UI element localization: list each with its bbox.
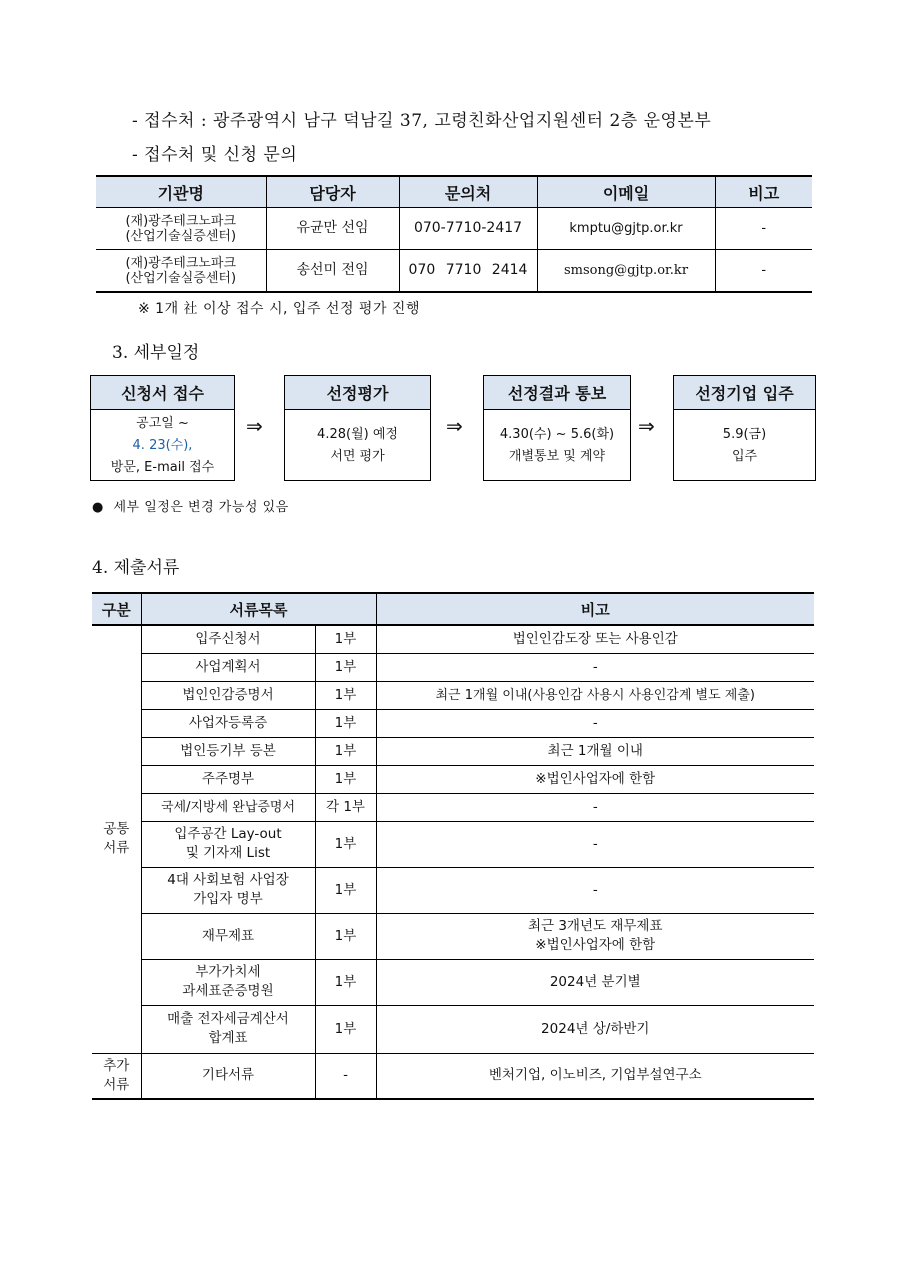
doc-name [141,959,315,1005]
reception-inquiry: - 접수처 및 신청 문의 [132,145,298,165]
step-line: 서면 평가 [330,449,385,464]
doc-name: 국세/지방세 완납증명서 [141,793,315,821]
doc-name: 입주신청서 [141,625,315,653]
table-row [92,625,814,653]
step-move-in [673,375,816,481]
org-sub: (산업기술실증센터) [125,228,237,244]
doc-name-line: 입주공간 Lay-out [174,826,282,842]
org-cell [96,208,266,250]
doc-note: - [376,793,814,821]
contact-row [96,208,812,250]
step-body [285,410,430,482]
phone-cell: 070-7710-2417 [399,208,537,250]
step-line: 4.30(수) ~ 5.6(화) [499,427,615,442]
group-label: 서류 [103,1076,130,1093]
reception-address: - 접수처 : 광주광역시 남구 덕남길 37, 고령친화산업지원센터 2층 운영본부 [132,111,712,131]
doc-name-line: 및 기자재 List [185,845,271,861]
table-row [92,913,814,959]
step-line: 공고일 ~ [136,416,189,431]
step-date: 4. 23(수), [132,438,193,453]
doc-note: 법인인감도장 또는 사용인감 [376,625,814,653]
doc-name: 법인인감증명서 [141,681,315,709]
step-line: 개별통보 및 계약 [508,449,606,464]
contact-header-row [96,176,812,208]
step-line: 4.28(월) 예정 [317,427,398,442]
doc-note: 최근 1개월 이내 [376,737,814,765]
doc-name: 사업자등록증 [141,709,315,737]
doc-name: 주주명부 [141,765,315,793]
note-cell: - [715,208,812,250]
doc-note: 2024년 분기별 [376,959,814,1005]
doc-name-line: 과세표준증명원 [182,983,274,999]
person-cell: 송선미 전임 [266,250,399,293]
person-cell: 유균만 선임 [266,208,399,250]
arrow-icon: ⇒ [638,414,655,438]
step-body [91,410,234,482]
doc-note: - [376,709,814,737]
doc-qty: 1부 [315,709,376,737]
doc-note: 최근 1개월 이내(사용인감 사용시 사용인감계 별도 제출) [376,681,814,709]
email-link[interactable]: kmptu@gjtp.or.kr [537,208,715,250]
doc-note: 2024년 상/하반기 [376,1005,814,1053]
org-name: (재)광주테크노파크 [125,255,237,271]
group-label: 추가 [103,1057,130,1074]
doc-name: 사업계획서 [141,653,315,681]
table-row [92,1005,814,1053]
table-row [92,793,814,821]
doc-qty: 1부 [315,625,376,653]
documents-table [92,592,814,1100]
header-note: 비고 [376,593,814,625]
doc-name: 재무제표 [141,913,315,959]
group-label: 서류 [103,840,130,857]
header-phone: 문의처 [399,176,537,208]
doc-note-line: 최근 3개년도 재무제표 [527,918,663,934]
contact-table [96,175,812,293]
table-row [92,1053,814,1099]
extra-group-cell [92,1053,141,1099]
doc-note: - [376,867,814,913]
table-row [92,821,814,867]
schedule-heading: 3. 세부일정 [112,343,200,363]
org-sub: (산업기술실증센터) [125,270,237,286]
step-title: 선정평가 [285,376,430,410]
common-group-cell [92,625,141,1053]
table-row [92,867,814,913]
step-body [484,410,630,482]
header-category: 구분 [92,593,141,625]
doc-qty: 1부 [315,867,376,913]
doc-note: - [376,821,814,867]
phone-cell: 070 7710 2414 [399,250,537,293]
doc-qty: 각 1부 [315,793,376,821]
header-person: 담당자 [266,176,399,208]
header-org: 기관명 [96,176,266,208]
doc-name [141,1005,315,1053]
org-name: (재)광주테크노파크 [125,213,237,229]
doc-qty: 1부 [315,913,376,959]
step-application [90,375,235,481]
doc-name [141,821,315,867]
doc-qty: 1부 [315,1005,376,1053]
doc-qty: 1부 [315,765,376,793]
table-row [92,765,814,793]
header-email: 이메일 [537,176,715,208]
email-link[interactable]: smsong@gjtp.or.kr [537,250,715,293]
table-row [92,653,814,681]
step-notification [483,375,631,481]
doc-note: 벤처기업, 이노비즈, 기업부설연구소 [376,1053,814,1099]
step-title: 선정기업 입주 [674,376,815,410]
doc-qty: - [315,1053,376,1099]
bullet-icon: ● [92,500,104,515]
step-title: 선정결과 통보 [484,376,630,410]
doc-name-line: 4대 사회보험 사업장 [167,872,289,888]
doc-note: ※법인사업자에 한함 [376,765,814,793]
contact-footnote: ※ 1개 社 이상 접수 시, 입주 선정 평가 진행 [138,301,420,317]
note-cell: - [715,250,812,293]
step-line: 입주 [731,449,758,464]
doc-qty: 1부 [315,737,376,765]
doc-name: 기타서류 [141,1053,315,1099]
doc-qty: 1부 [315,681,376,709]
documents-heading: 4. 제출서류 [92,558,180,578]
doc-name [141,867,315,913]
header-note: 비고 [715,176,812,208]
group-label: 공통 [103,821,130,838]
doc-name-line: 매출 전자세금계산서 [167,1011,289,1027]
doc-qty: 1부 [315,653,376,681]
doc-note: - [376,653,814,681]
header-doc-list: 서류목록 [141,593,376,625]
arrow-icon: ⇒ [246,414,263,438]
table-row [92,709,814,737]
step-line: 방문, E-mail 접수 [110,460,215,475]
doc-name-line: 합계표 [208,1030,248,1046]
table-row [92,737,814,765]
doc-name-line: 부가가치세 [195,964,261,980]
arrow-icon: ⇒ [446,414,463,438]
step-evaluation [284,375,431,481]
doc-qty: 1부 [315,959,376,1005]
org-cell [96,250,266,293]
doc-note [376,913,814,959]
step-title: 신청서 접수 [91,376,234,410]
schedule-note-text: 세부 일정은 변경 가능성 있음 [113,500,289,515]
table-row [92,681,814,709]
doc-name-line: 가입자 명부 [193,891,263,907]
schedule-note [92,496,289,515]
doc-qty: 1부 [315,821,376,867]
table-row [92,959,814,1005]
contact-row [96,250,812,293]
doc-name: 법인등기부 등본 [141,737,315,765]
step-line: 5.9(금) [722,427,767,442]
doc-note-line: ※법인사업자에 한함 [535,937,656,953]
documents-header-row [92,593,814,625]
step-body [674,410,815,482]
